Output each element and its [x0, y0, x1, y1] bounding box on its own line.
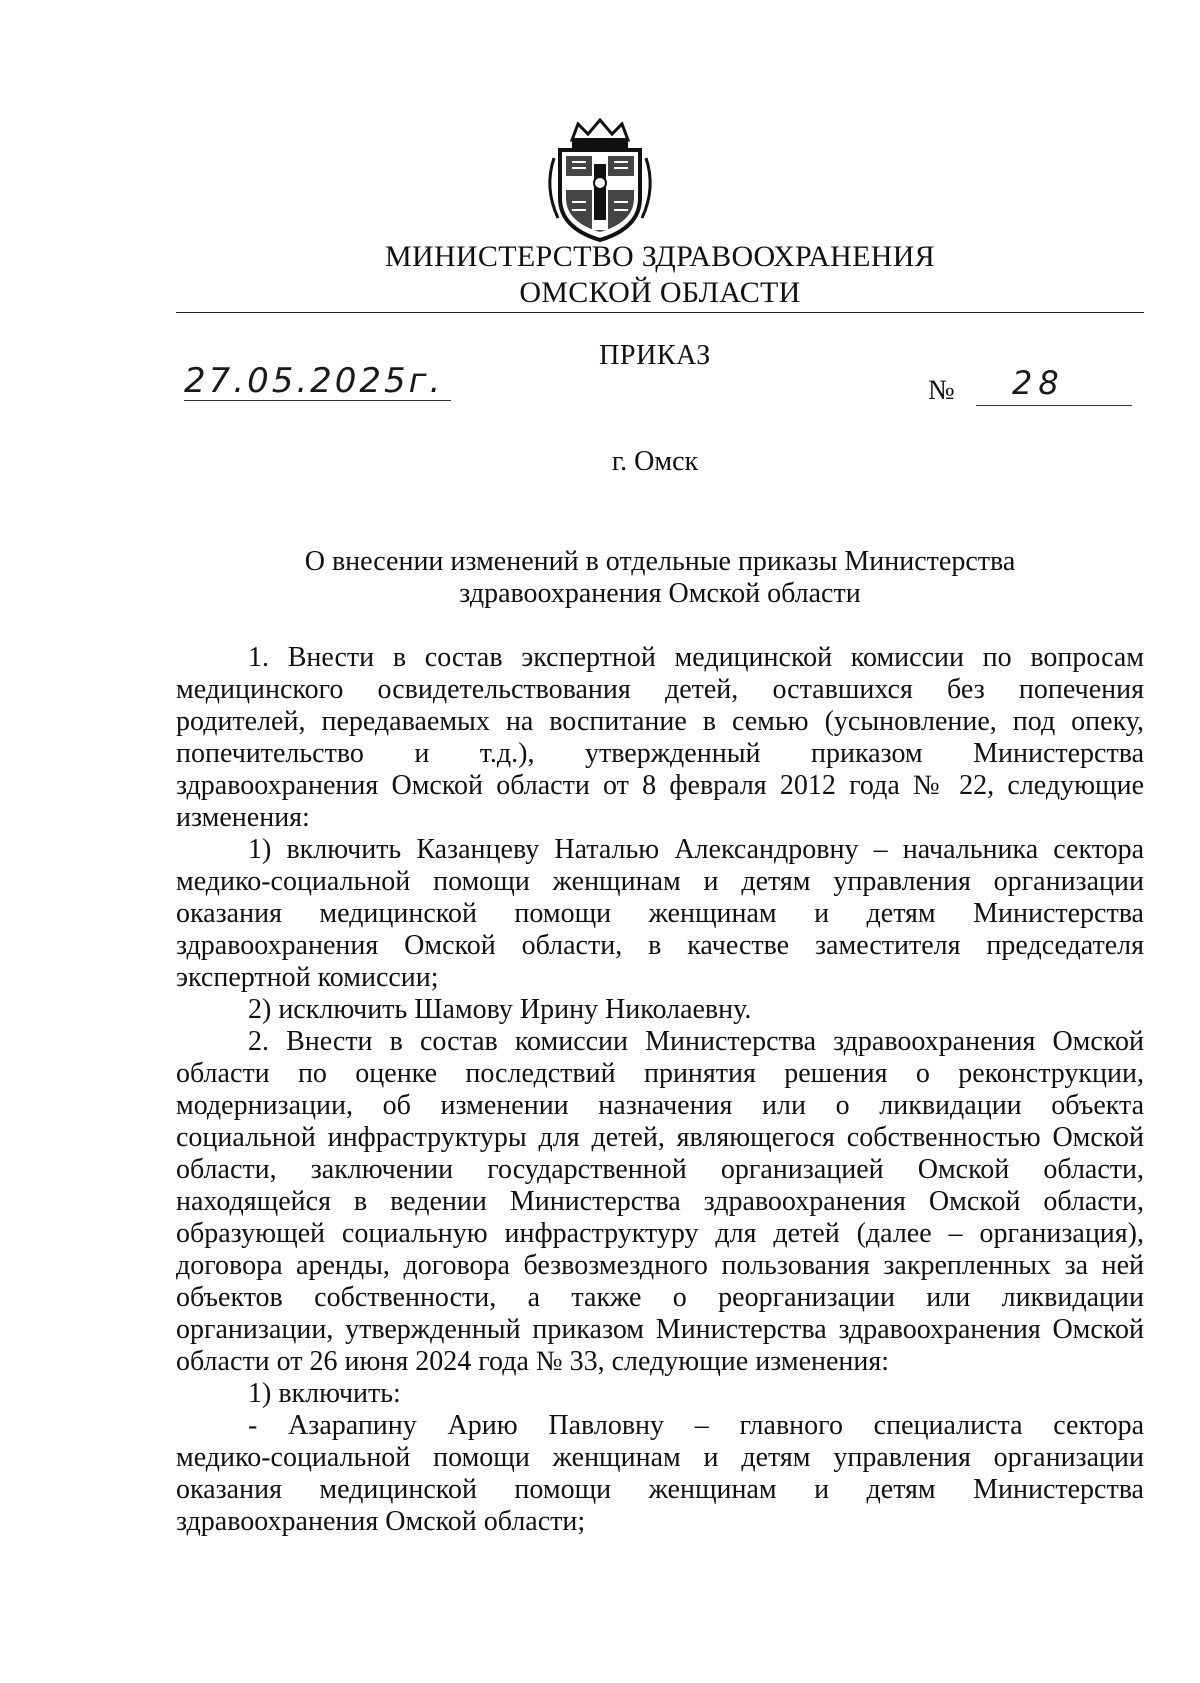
order-number-handwritten: 28 [1012, 364, 1065, 402]
body-line: находящейся в ведении Министерства здравоохранения Омской области, [176, 1186, 1144, 1217]
body-line: области, заключении государственной организацией Омской области, [176, 1154, 1144, 1185]
subject-line1: О внесении изменений в отдельные приказы Министерства [304, 546, 1016, 577]
body-line: области от 26 июня 2024 года № 33, следующие изменения: [176, 1346, 890, 1377]
body-line: здравоохранения Омской области; [176, 1506, 586, 1537]
body-line: договора аренды, договора безвозмездного пользования закрепленных за ней [176, 1250, 1144, 1281]
body-line: оказания медицинской помощи женщинам и детям Министерства [176, 1474, 1144, 1505]
omsk-coat-of-arms-icon [538, 118, 662, 244]
body-line: экспертной комиссии; [176, 962, 439, 993]
body-line: медико-социальной помощи женщинам и детям управления организации [176, 1442, 1144, 1473]
body-line: родителей, передаваемых на воспитание в семью (усыновление, под опеку, [176, 706, 1144, 737]
body-line: объектов собственности, а также о реорганизации или ликвидации [176, 1282, 1144, 1313]
body-line: медицинского освидетельствования детей, оставшихся без попечения [176, 674, 1144, 705]
subject-line2: здравоохранения Омской области [459, 578, 861, 609]
header-divider [176, 312, 1144, 313]
document-body [176, 642, 1144, 1538]
body-line: социальной инфраструктуры для детей, являющегося собственностью Омской [176, 1122, 1144, 1153]
body-line: модернизации, об изменении назначения или о ликвидации объекта [176, 1090, 1144, 1121]
body-line: медико-социальной помощи женщинам и детям управления организации [176, 866, 1144, 897]
ministry-name-line1: МИНИСТЕРСТВО ЗДРАВООХРАНЕНИЯ [385, 240, 935, 273]
body-line: изменения: [176, 802, 310, 833]
body-line: оказания медицинской помощи женщинам и детям Министерства [176, 898, 1144, 929]
body-line: образующей социальную инфраструктуру для детей (далее – организация), [176, 1218, 1144, 1249]
body-line: - Азарапину Арию Павловну – главного специалиста сектора [248, 1410, 1144, 1441]
body-line: здравоохранения Омской области от 8 февраля 2012 года № 22, следующие [176, 770, 1144, 801]
body-line: 1. Внести в состав экспертной медицинской комиссии по вопросам [248, 642, 1144, 673]
order-number-label: № [928, 375, 955, 406]
document-type-title: ПРИКАЗ [599, 340, 711, 371]
order-date-handwritten: 27.05.2025г. [184, 362, 451, 401]
order-number-underline [976, 405, 1132, 406]
body-line: попечительство и т.д.), утвержденный приказом Министерства [176, 738, 1144, 769]
body-line: области по оценке последствий принятия решения о реконструкции, [176, 1058, 1144, 1089]
city-line: г. Омск [611, 446, 699, 477]
ministry-name-line2: ОМСКОЙ ОБЛАСТИ [519, 276, 801, 309]
body-line: 1) включить Казанцеву Наталью Александровну – начальника сектора [248, 834, 1144, 865]
body-line: 2) исключить Шамову Ирину Николаевну. [248, 994, 752, 1025]
body-line: здравоохранения Омской области, в качестве заместителя председателя [176, 930, 1144, 961]
body-line: 1) включить: [248, 1378, 401, 1409]
body-line: организации, утвержденный приказом Министерства здравоохранения Омской [176, 1314, 1144, 1345]
body-line: 2. Внести в состав комиссии Министерства здравоохранения Омской [248, 1026, 1144, 1057]
